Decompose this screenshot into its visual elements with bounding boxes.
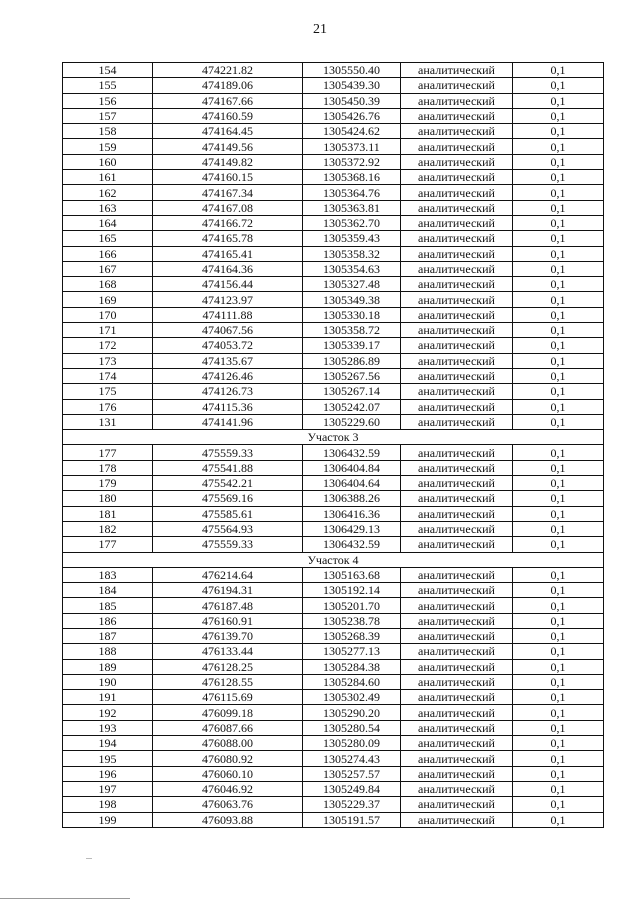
x-coordinate-cell: 474135.67 [153,353,303,368]
point-number-cell: 154 [63,63,153,78]
method-cell: аналитический [401,231,513,246]
accuracy-cell: 0,1 [513,613,604,628]
method-cell: аналитический [401,292,513,307]
y-coordinate-cell: 1305267.56 [303,368,401,383]
x-coordinate-cell: 475559.33 [153,445,303,460]
y-coordinate-cell: 1305257.57 [303,766,401,781]
accuracy-cell: 0,1 [513,460,604,475]
y-coordinate-cell: 1305363.81 [303,200,401,215]
method-cell: аналитический [401,812,513,827]
table-row [63,751,604,766]
x-coordinate-cell: 476060.10 [153,766,303,781]
y-coordinate-cell: 1305358.72 [303,323,401,338]
x-coordinate-cell: 475585.61 [153,506,303,521]
accuracy-cell: 0,1 [513,368,604,383]
table-row [63,353,604,368]
margin-tick [86,858,92,859]
method-cell: аналитический [401,215,513,230]
x-coordinate-cell: 474053.72 [153,338,303,353]
table-row [63,170,604,185]
accuracy-cell: 0,1 [513,108,604,123]
table-row [63,598,604,613]
table-row [63,63,604,78]
method-cell: аналитический [401,537,513,552]
method-cell: аналитический [401,124,513,139]
table-row [63,720,604,735]
x-coordinate-cell: 475541.88 [153,460,303,475]
table-row [63,812,604,827]
x-coordinate-cell: 476187.48 [153,598,303,613]
y-coordinate-cell: 1305330.18 [303,307,401,322]
y-coordinate-cell: 1305368.16 [303,170,401,185]
section-label: Участок 3 [63,430,604,445]
table-row [63,613,604,628]
method-cell: аналитический [401,705,513,720]
point-number-cell: 176 [63,399,153,414]
method-cell: аналитический [401,63,513,78]
y-coordinate-cell: 1305424.62 [303,124,401,139]
table-row [63,460,604,475]
table-row [63,338,604,353]
y-coordinate-cell: 1305339.17 [303,338,401,353]
accuracy-cell: 0,1 [513,567,604,582]
method-cell: аналитический [401,246,513,261]
y-coordinate-cell: 1305238.78 [303,613,401,628]
x-coordinate-cell: 476099.18 [153,705,303,720]
y-coordinate-cell: 1305373.11 [303,139,401,154]
point-number-cell: 168 [63,277,153,292]
point-number-cell: 171 [63,323,153,338]
x-coordinate-cell: 476139.70 [153,628,303,643]
point-number-cell: 163 [63,200,153,215]
method-cell: аналитический [401,384,513,399]
point-number-cell: 172 [63,338,153,353]
table-row [63,261,604,276]
point-number-cell: 166 [63,246,153,261]
x-coordinate-cell: 476087.66 [153,720,303,735]
accuracy-cell: 0,1 [513,659,604,674]
method-cell: аналитический [401,491,513,506]
accuracy-cell: 0,1 [513,277,604,292]
point-number-cell: 196 [63,766,153,781]
y-coordinate-cell: 1305372.92 [303,154,401,169]
y-coordinate-cell: 1305290.20 [303,705,401,720]
y-coordinate-cell: 1305191.57 [303,812,401,827]
y-coordinate-cell: 1305286.89 [303,353,401,368]
accuracy-cell: 0,1 [513,200,604,215]
x-coordinate-cell: 474164.45 [153,124,303,139]
y-coordinate-cell: 1306432.59 [303,537,401,552]
method-cell: аналитический [401,338,513,353]
accuracy-cell: 0,1 [513,185,604,200]
table-row [63,384,604,399]
table-row [63,108,604,123]
table-row [63,781,604,796]
y-coordinate-cell: 1306416.36 [303,506,401,521]
method-cell: аналитический [401,200,513,215]
table-row [63,246,604,261]
accuracy-cell: 0,1 [513,307,604,322]
y-coordinate-cell: 1305364.76 [303,185,401,200]
accuracy-cell: 0,1 [513,781,604,796]
x-coordinate-cell: 475569.16 [153,491,303,506]
x-coordinate-cell: 474160.15 [153,170,303,185]
method-cell: аналитический [401,460,513,475]
bottom-rule [0,898,130,899]
accuracy-cell: 0,1 [513,78,604,93]
accuracy-cell: 0,1 [513,628,604,643]
method-cell: аналитический [401,644,513,659]
table-row [63,215,604,230]
point-number-cell: 179 [63,476,153,491]
accuracy-cell: 0,1 [513,705,604,720]
page-number: 21 [313,22,327,37]
point-number-cell: 184 [63,583,153,598]
method-cell: аналитический [401,307,513,322]
point-number-cell: 198 [63,797,153,812]
x-coordinate-cell: 474111.88 [153,307,303,322]
point-number-cell: 182 [63,521,153,536]
method-cell: аналитический [401,583,513,598]
accuracy-cell: 0,1 [513,797,604,812]
point-number-cell: 188 [63,644,153,659]
y-coordinate-cell: 1305426.76 [303,108,401,123]
point-number-cell: 183 [63,567,153,582]
accuracy-cell: 0,1 [513,231,604,246]
coordinates-table [62,62,604,828]
point-number-cell: 165 [63,231,153,246]
method-cell: аналитический [401,674,513,689]
method-cell: аналитический [401,154,513,169]
x-coordinate-cell: 475559.33 [153,537,303,552]
table-row [63,521,604,536]
point-number-cell: 155 [63,78,153,93]
y-coordinate-cell: 1305302.49 [303,690,401,705]
table-row [63,368,604,383]
point-number-cell: 157 [63,108,153,123]
point-number-cell: 161 [63,170,153,185]
x-coordinate-cell: 475542.21 [153,476,303,491]
point-number-cell: 187 [63,628,153,643]
accuracy-cell: 0,1 [513,674,604,689]
point-number-cell: 162 [63,185,153,200]
coordinates-table-body [63,63,604,828]
method-cell: аналитический [401,399,513,414]
table-row [63,628,604,643]
table-row [63,445,604,460]
accuracy-cell: 0,1 [513,812,604,827]
table-row [63,323,604,338]
y-coordinate-cell: 1305201.70 [303,598,401,613]
x-coordinate-cell: 476194.31 [153,583,303,598]
accuracy-cell: 0,1 [513,506,604,521]
accuracy-cell: 0,1 [513,690,604,705]
method-cell: аналитический [401,628,513,643]
point-number-cell: 160 [63,154,153,169]
method-cell: аналитический [401,521,513,536]
x-coordinate-cell: 474149.56 [153,139,303,154]
y-coordinate-cell: 1306404.64 [303,476,401,491]
point-number-cell: 164 [63,215,153,230]
table-row [63,674,604,689]
x-coordinate-cell: 474189.06 [153,78,303,93]
accuracy-cell: 0,1 [513,766,604,781]
y-coordinate-cell: 1306432.59 [303,445,401,460]
accuracy-cell: 0,1 [513,215,604,230]
y-coordinate-cell: 1306429.13 [303,521,401,536]
y-coordinate-cell: 1305229.60 [303,414,401,429]
x-coordinate-cell: 474067.56 [153,323,303,338]
x-coordinate-cell: 474167.34 [153,185,303,200]
y-coordinate-cell: 1305284.60 [303,674,401,689]
method-cell: аналитический [401,567,513,582]
accuracy-cell: 0,1 [513,261,604,276]
y-coordinate-cell: 1305550.40 [303,63,401,78]
section-header-row [63,552,604,567]
accuracy-cell: 0,1 [513,63,604,78]
accuracy-cell: 0,1 [513,445,604,460]
table-row [63,567,604,582]
y-coordinate-cell: 1305249.84 [303,781,401,796]
method-cell: аналитический [401,139,513,154]
point-number-cell: 177 [63,445,153,460]
point-number-cell: 174 [63,368,153,383]
section-label: Участок 4 [63,552,604,567]
method-cell: аналитический [401,736,513,751]
x-coordinate-cell: 476160.91 [153,613,303,628]
method-cell: аналитический [401,261,513,276]
method-cell: аналитический [401,93,513,108]
x-coordinate-cell: 476128.55 [153,674,303,689]
y-coordinate-cell: 1306404.84 [303,460,401,475]
x-coordinate-cell: 476214.64 [153,567,303,582]
method-cell: аналитический [401,781,513,796]
accuracy-cell: 0,1 [513,93,604,108]
method-cell: аналитический [401,690,513,705]
method-cell: аналитический [401,78,513,93]
y-coordinate-cell: 1305267.14 [303,384,401,399]
x-coordinate-cell: 476088.00 [153,736,303,751]
table-row [63,583,604,598]
point-number-cell: 167 [63,261,153,276]
x-coordinate-cell: 474156.44 [153,277,303,292]
table-row [63,78,604,93]
point-number-cell: 169 [63,292,153,307]
method-cell: аналитический [401,476,513,491]
y-coordinate-cell: 1306388.26 [303,491,401,506]
point-number-cell: 190 [63,674,153,689]
section-header-row [63,430,604,445]
accuracy-cell: 0,1 [513,292,604,307]
x-coordinate-cell: 476133.44 [153,644,303,659]
point-number-cell: 158 [63,124,153,139]
table-row [63,476,604,491]
accuracy-cell: 0,1 [513,521,604,536]
table-row [63,292,604,307]
accuracy-cell: 0,1 [513,644,604,659]
y-coordinate-cell: 1305163.68 [303,567,401,582]
accuracy-cell: 0,1 [513,491,604,506]
y-coordinate-cell: 1305349.38 [303,292,401,307]
table-row [63,736,604,751]
point-number-cell: 193 [63,720,153,735]
method-cell: аналитический [401,720,513,735]
point-number-cell: 178 [63,460,153,475]
table-row [63,537,604,552]
accuracy-cell: 0,1 [513,751,604,766]
table-row [63,154,604,169]
table-row [63,200,604,215]
table-row [63,659,604,674]
method-cell: аналитический [401,797,513,812]
table-row [63,185,604,200]
accuracy-cell: 0,1 [513,598,604,613]
x-coordinate-cell: 474149.82 [153,154,303,169]
y-coordinate-cell: 1305242.07 [303,399,401,414]
y-coordinate-cell: 1305439.30 [303,78,401,93]
y-coordinate-cell: 1305284.38 [303,659,401,674]
x-coordinate-cell: 474165.41 [153,246,303,261]
point-number-cell: 194 [63,736,153,751]
x-coordinate-cell: 476046.92 [153,781,303,796]
point-number-cell: 195 [63,751,153,766]
table-row [63,231,604,246]
point-number-cell: 192 [63,705,153,720]
accuracy-cell: 0,1 [513,399,604,414]
x-coordinate-cell: 475564.93 [153,521,303,536]
accuracy-cell: 0,1 [513,323,604,338]
method-cell: аналитический [401,414,513,429]
accuracy-cell: 0,1 [513,139,604,154]
point-number-cell: 197 [63,781,153,796]
accuracy-cell: 0,1 [513,736,604,751]
method-cell: аналитический [401,353,513,368]
method-cell: аналитический [401,368,513,383]
table-row [63,690,604,705]
x-coordinate-cell: 474126.73 [153,384,303,399]
x-coordinate-cell: 474221.82 [153,63,303,78]
x-coordinate-cell: 474167.08 [153,200,303,215]
point-number-cell: 180 [63,491,153,506]
table-row [63,399,604,414]
accuracy-cell: 0,1 [513,124,604,139]
method-cell: аналитический [401,613,513,628]
table-row [63,124,604,139]
y-coordinate-cell: 1305277.13 [303,644,401,659]
accuracy-cell: 0,1 [513,338,604,353]
table-row [63,766,604,781]
method-cell: аналитический [401,506,513,521]
accuracy-cell: 0,1 [513,720,604,735]
y-coordinate-cell: 1305362.70 [303,215,401,230]
method-cell: аналитический [401,598,513,613]
point-number-cell: 186 [63,613,153,628]
method-cell: аналитический [401,766,513,781]
point-number-cell: 173 [63,353,153,368]
x-coordinate-cell: 474141.96 [153,414,303,429]
point-number-cell: 159 [63,139,153,154]
table-row [63,307,604,322]
table-row [63,491,604,506]
x-coordinate-cell: 474165.78 [153,231,303,246]
table-row [63,644,604,659]
accuracy-cell: 0,1 [513,384,604,399]
x-coordinate-cell: 476128.25 [153,659,303,674]
x-coordinate-cell: 474166.72 [153,215,303,230]
table-row [63,277,604,292]
y-coordinate-cell: 1305268.39 [303,628,401,643]
method-cell: аналитический [401,170,513,185]
method-cell: аналитический [401,445,513,460]
x-coordinate-cell: 476080.92 [153,751,303,766]
y-coordinate-cell: 1305192.14 [303,583,401,598]
x-coordinate-cell: 474115.36 [153,399,303,414]
point-number-cell: 191 [63,690,153,705]
accuracy-cell: 0,1 [513,170,604,185]
table-row [63,705,604,720]
x-coordinate-cell: 474164.36 [153,261,303,276]
table-row [63,797,604,812]
point-number-cell: 131 [63,414,153,429]
point-number-cell: 189 [63,659,153,674]
accuracy-cell: 0,1 [513,414,604,429]
x-coordinate-cell: 474160.59 [153,108,303,123]
method-cell: аналитический [401,185,513,200]
point-number-cell: 175 [63,384,153,399]
table-row [63,139,604,154]
accuracy-cell: 0,1 [513,537,604,552]
x-coordinate-cell: 476063.76 [153,797,303,812]
table-row [63,414,604,429]
x-coordinate-cell: 474123.97 [153,292,303,307]
method-cell: аналитический [401,108,513,123]
table-row [63,93,604,108]
y-coordinate-cell: 1305354.63 [303,261,401,276]
method-cell: аналитический [401,323,513,338]
accuracy-cell: 0,1 [513,246,604,261]
x-coordinate-cell: 476093.88 [153,812,303,827]
x-coordinate-cell: 474126.46 [153,368,303,383]
point-number-cell: 181 [63,506,153,521]
y-coordinate-cell: 1305450.39 [303,93,401,108]
y-coordinate-cell: 1305358.32 [303,246,401,261]
point-number-cell: 177 [63,537,153,552]
x-coordinate-cell: 474167.66 [153,93,303,108]
x-coordinate-cell: 476115.69 [153,690,303,705]
y-coordinate-cell: 1305327.48 [303,277,401,292]
method-cell: аналитический [401,277,513,292]
method-cell: аналитический [401,659,513,674]
y-coordinate-cell: 1305280.09 [303,736,401,751]
point-number-cell: 185 [63,598,153,613]
y-coordinate-cell: 1305274.43 [303,751,401,766]
point-number-cell: 170 [63,307,153,322]
accuracy-cell: 0,1 [513,154,604,169]
point-number-cell: 156 [63,93,153,108]
y-coordinate-cell: 1305229.37 [303,797,401,812]
y-coordinate-cell: 1305280.54 [303,720,401,735]
accuracy-cell: 0,1 [513,353,604,368]
accuracy-cell: 0,1 [513,583,604,598]
y-coordinate-cell: 1305359.43 [303,231,401,246]
accuracy-cell: 0,1 [513,476,604,491]
point-number-cell: 199 [63,812,153,827]
method-cell: аналитический [401,751,513,766]
table-row [63,506,604,521]
